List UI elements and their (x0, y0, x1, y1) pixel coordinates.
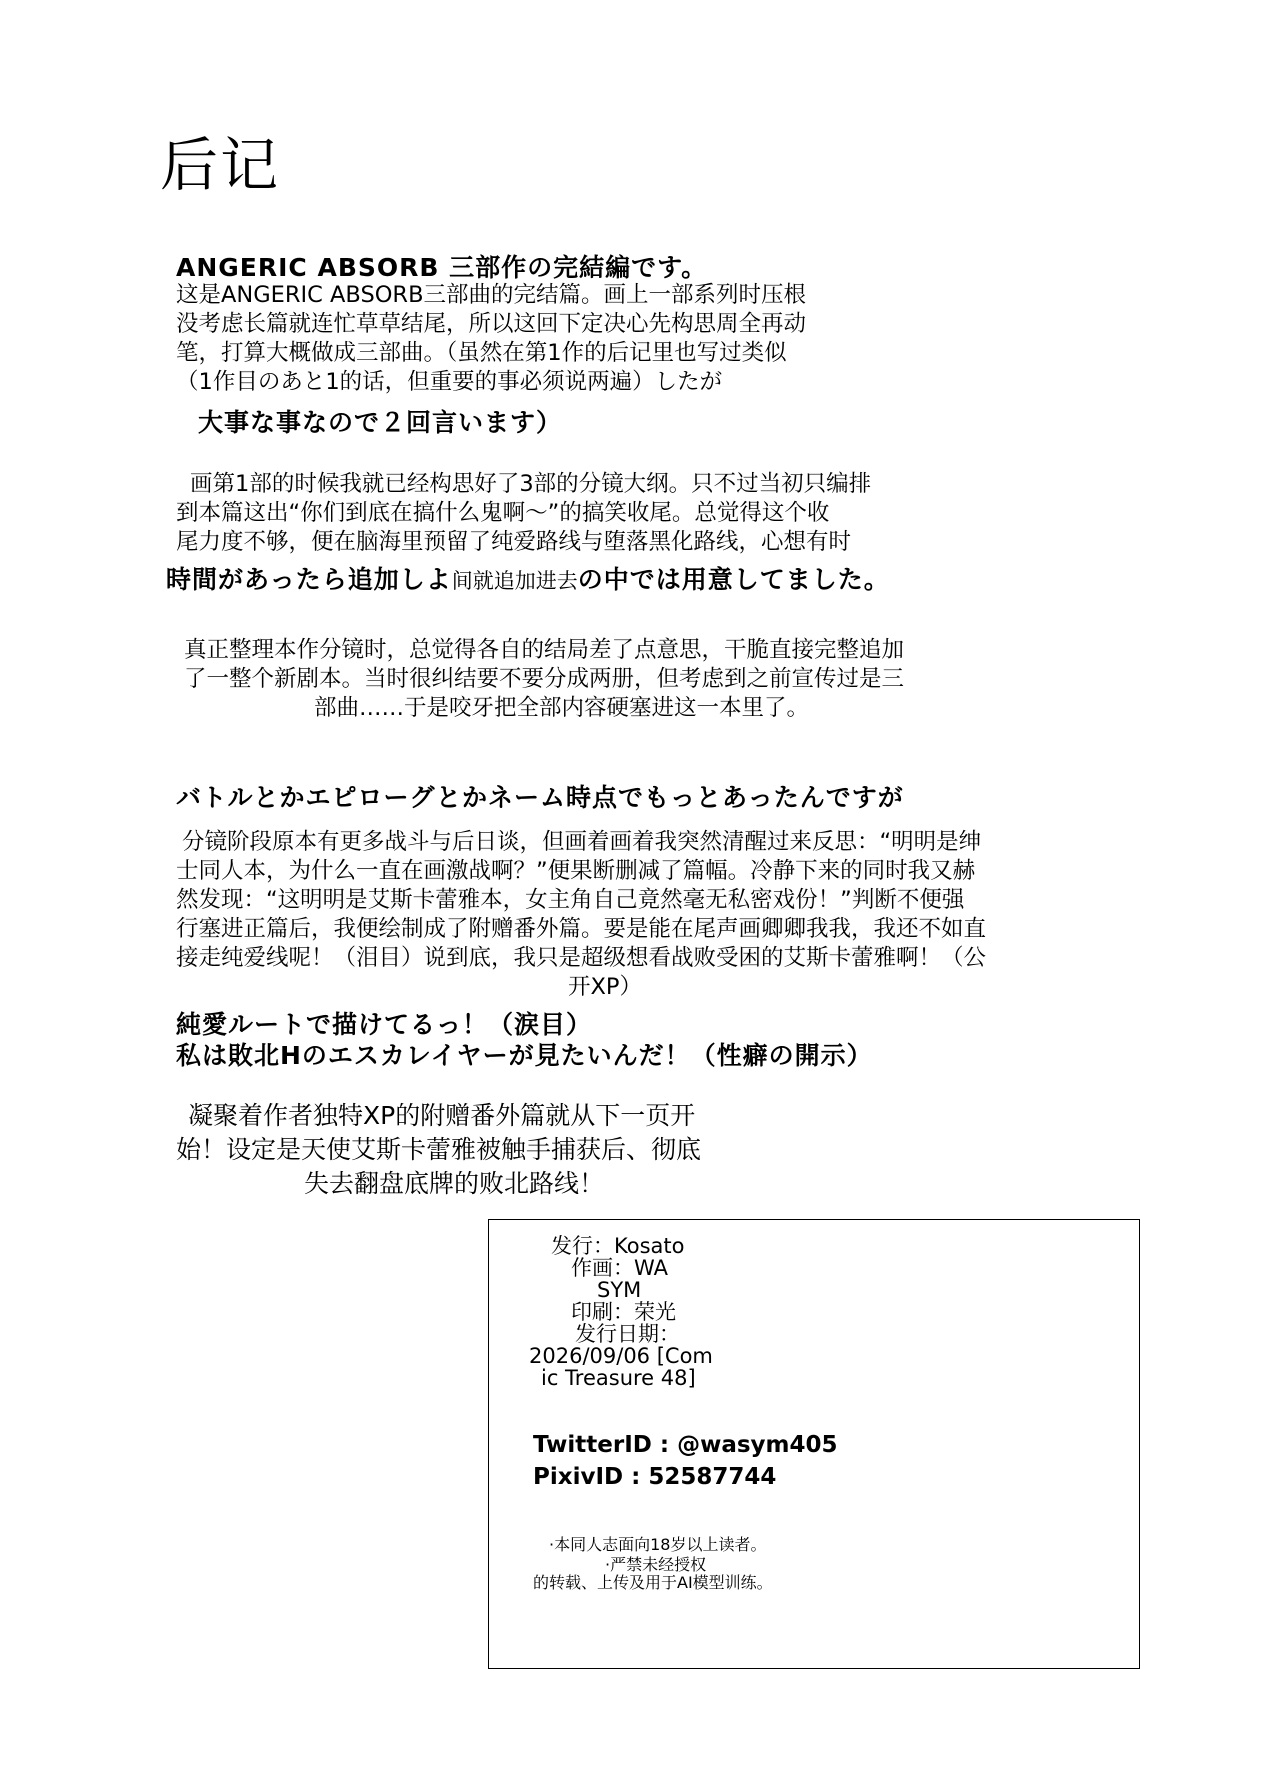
text-line: （1作目のあと1的话，但重要的事必须说两遍）したが (176, 369, 723, 395)
notice-prohibit-cont: 的转载、上传及用于AI模型训练。 (533, 1573, 773, 1592)
text-line: 部曲……于是咬牙把全部内容硬塞进这一本里了。 (314, 695, 810, 721)
p2-body (176, 470, 871, 557)
colophon-printer: 印刷：荣光 (571, 1300, 676, 1324)
text-line: 接走纯爱线呢！（泪目）说到底，我只是超级想看战败受困的艾斯卡蕾雅啊！（公 (176, 945, 987, 971)
text-line: 真正整理本作分镜时，总觉得各自的结局差了点意思，干脆直接完整追加 (184, 637, 905, 663)
p3-overlay (176, 636, 976, 728)
p4-heading: バトルとかエピローグとかネーム時点でもっとあったんですが (176, 783, 904, 812)
text-line: 笔，打算大概做成三部曲。（虽然在第1作的后记里也写过类似 (176, 340, 787, 366)
text-line: 开XP） (568, 974, 642, 1000)
notice-prohibit: ·严禁未经授权 (605, 1555, 707, 1574)
text-line: 画第1部的时候我就已经构思好了3部的分镜大纲。只不过当初只编排 (190, 471, 872, 497)
text-line: 分镜阶段原本有更多战斗与后日谈，但画着画着我突然清醒过来反思：“明明是绅 (182, 829, 982, 855)
text-line: 尾力度不够，便在脑海里预留了纯爱路线与堕落黑化路线，心想有时 (176, 529, 852, 555)
text-line: 然发现：“这明明是艾斯卡蕾雅本，女主角自己竟然毫无私密戏份！”判断不便强 (176, 887, 965, 913)
p4-overlay (176, 828, 1056, 1006)
text-line: 没考虑长篇就连忙草草结尾，所以这回下定决心先构思周全再动 (176, 311, 807, 337)
text-line: 凝聚着作者独特XP的附赠番外篇就从下一页开 (188, 1101, 696, 1130)
p5-body (176, 1096, 701, 1198)
p1-heading: ANGERIC ABSORB 三部作の完結編です。 (176, 253, 708, 282)
text-line: 了一整个新剧本。当时很纠结要不要分成两册，但考虑到之前宣传过是三 (184, 666, 905, 692)
colophon-artist: 作画：WA (571, 1256, 668, 1280)
colophon-date-label: 发行日期： (575, 1322, 680, 1346)
p2-tail-jp-a: 時間があったら追加しよ (166, 565, 452, 594)
p2-tail-cn: 间就追加进去 (451, 569, 578, 593)
colophon-publisher: 发行：Kosato (551, 1234, 685, 1258)
page-title: 后记 (160, 131, 281, 199)
text-line: 失去翻盘底牌的败北路线！ (304, 1169, 605, 1198)
p1-body (176, 281, 806, 397)
notice-age: ·本同人志面向18岁以上读者。 (549, 1535, 767, 1554)
colophon-artist-cont: SYM (597, 1278, 642, 1302)
twitter-id: TwitterID : @wasym405 (533, 1432, 838, 1458)
text-line: 士同人本，为什么一直在画激战啊？”便果断删减了篇幅。冷静下来的同时我又赫 (176, 858, 976, 884)
text-line: 行塞进正篇后，我便绘制成了附赠番外篇。要是能在尾声画卿卿我我，我还不如直 (176, 916, 987, 942)
text-line: 这是ANGERIC ABSORB三部曲的完结篇。画上一部系列时压根 (176, 282, 807, 308)
p2-tail (166, 560, 890, 596)
colophon-box (488, 1219, 1140, 1669)
p4-tail-2: 私は敗北Hのエスカレイヤーが見たいんだ！（性癖の開示） (176, 1041, 873, 1070)
p4-tail-1: 純愛ルートで描けてるっ！（涙目） (176, 1010, 593, 1039)
pixiv-id: PixivID : 52587744 (533, 1464, 777, 1490)
text-line: 始！设定是天使艾斯卡蕾雅被触手捕获后、彻底 (176, 1135, 702, 1164)
p1-tail: 大事な事なので２回言います） (198, 408, 563, 437)
text-line: 到本篇这出“你们到底在搞什么鬼啊～”的搞笑收尾。总觉得这个收 (176, 500, 830, 526)
colophon-date-value: 2026/09/06 [Com (529, 1344, 713, 1368)
p2-tail-jp-b: の中では用意してました。 (577, 565, 890, 594)
colophon-date-value-cont: ic Treasure 48] (541, 1366, 696, 1390)
